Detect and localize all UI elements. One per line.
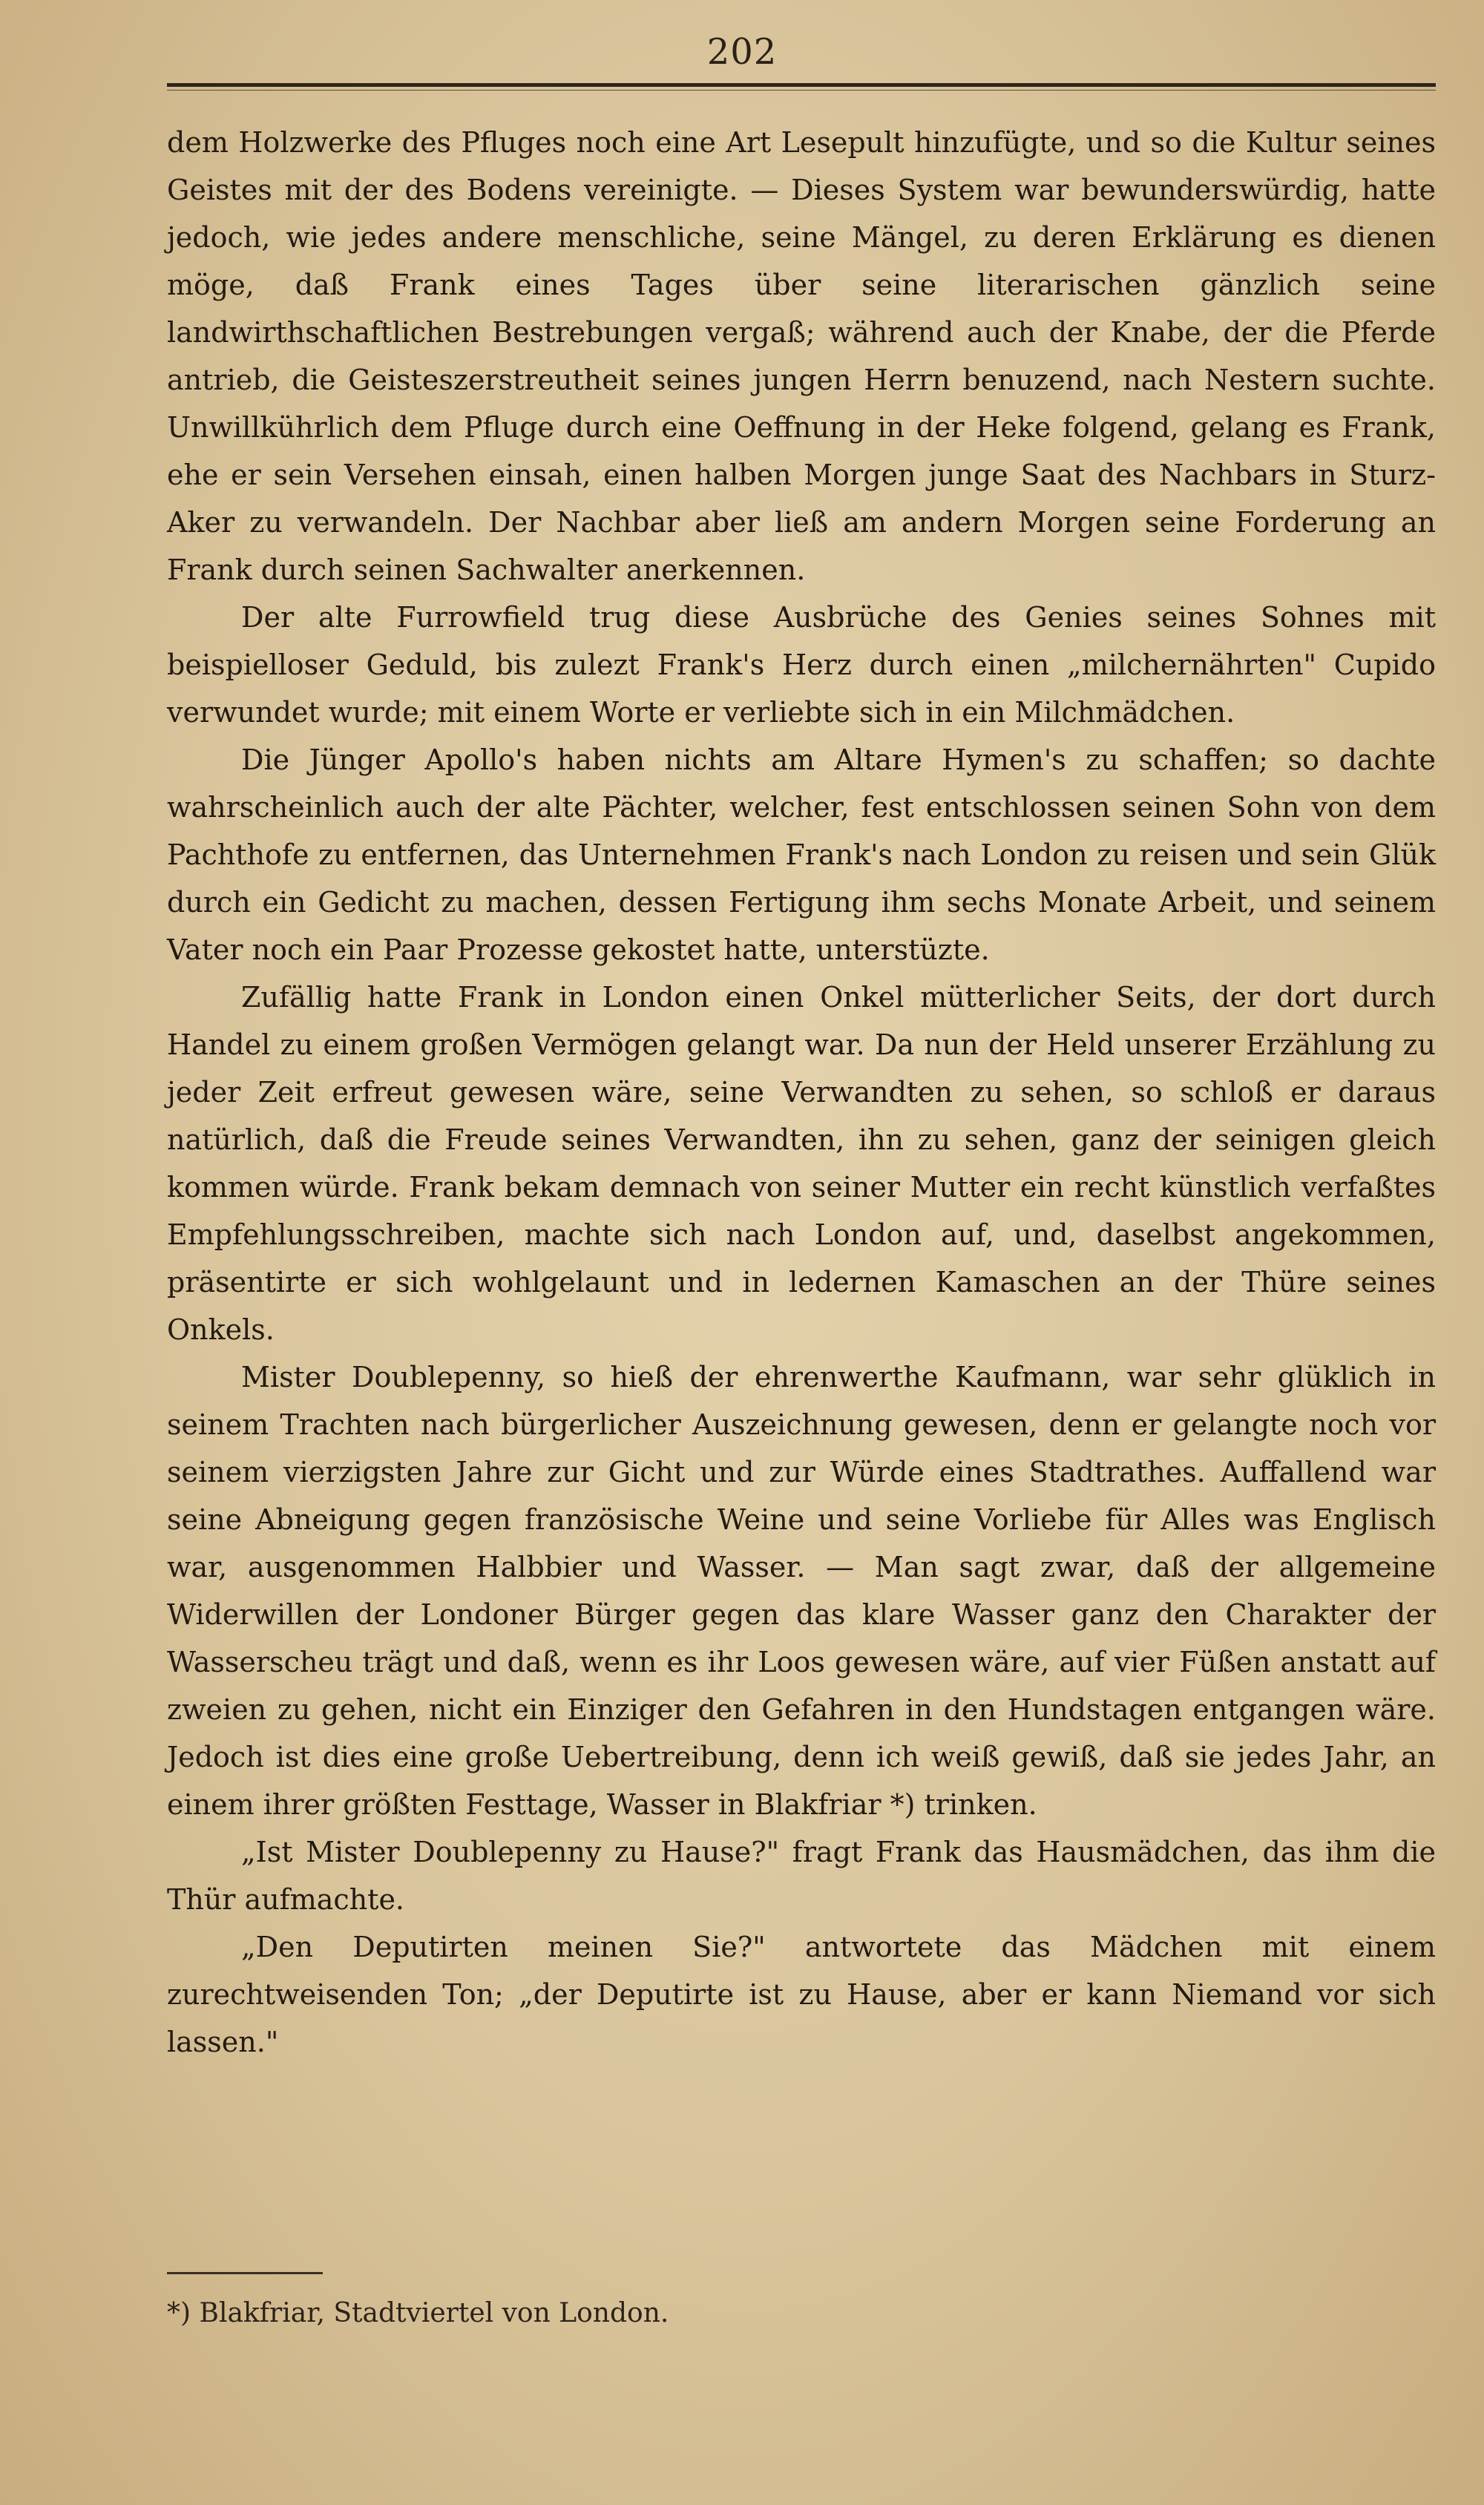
header-rule [167,83,1436,87]
paragraph-5: Mister Doublepenny, so hieß der ehrenwerthe Kaufmann, war sehr glüklich in seinem Trachten nach bürgerlicher Auszeichnung gewesen, denn er gelangte noch vor seinem vierzigsten Jahre zur Gicht und zur Würde eines Stadtrathes. Auffallend war seine Abneigung gegen französische Weine und seine Vorliebe für Alles was Englisch war, ausgenommen Halbbier und Wasser. — Man sagt zwar, daß der allgemeine Widerwillen der Londoner Bürger gegen das klare Wasser ganz den Charakter der Wasserscheu trägt und daß, wenn es ihr Loos gewesen wäre, auf vier Füßen anstatt auf zweien zu gehen, nicht ein Einziger den Gefahren in den Hundstagen entgangen wäre. Jedoch ist dies eine große Uebertreibung, denn ich weiß gewiß, daß sie jedes Jahr, an einem ihrer größten Festtage, Wasser in Blakfriar *) trinken. [167,1361,1436,1821]
footnote-rule [167,2272,323,2274]
page-number: 202 [706,31,778,73]
paragraph-2: Der alte Furrowfield trug diese Ausbrüche des Genies seines Sohnes mit beispielloser Geduld, bis zulezt Frank's Herz durch einen „milchernährten" Cupido verwundet wurde; mit einem Worte er verliebte sich in ein Milchmädchen. [167,601,1436,729]
paragraph-3: Die Jünger Apollo's haben nichts am Altare Hymen's zu schaffen; so dachte wahrscheinlich auch der alte Pächter, welcher, fest entschlossen seinen Sohn von dem Pachthofe zu entfernen, das Unternehmen Frank's nach London zu reisen und sein Glük durch ein Gedicht zu machen, dessen Fertigung ihm sechs Monate Arbeit, und seinem Vater noch ein Paar Prozesse gekostet hatte, unterstüzte. [167,743,1436,966]
paragraph-6: „Ist Mister Doublepenny zu Hause?" fragt Frank das Hausmädchen, das ihm die Thür aufmachte. [167,1836,1436,1916]
footnote: *) Blakfriar, Stadtviertel von London. [167,2298,669,2328]
header-rule-thin [167,90,1436,91]
paragraph-7: „Den Deputirten meinen Sie?" antwortete das Mädchen mit einem zurechtweisenden Ton; „der Deputirte ist zu Hause, aber er kann Niemand vor sich lassen." [167,1931,1436,2058]
body-text [167,119,1436,2066]
paragraph-4: Zufällig hatte Frank in London einen Onkel mütterlicher Seits, der dort durch Handel zu einem großen Vermögen gelangt war. Da nun der Held unserer Erzählung zu jeder Zeit erfreut gewesen wäre, seine Verwandten zu sehen, so schloß er daraus natürlich, daß die Freude seines Verwandten, ihn zu sehen, ganz der seinigen gleich kommen würde. Frank bekam demnach von seiner Mutter ein recht künstlich verfaßtes Empfehlungsschreiben, machte sich nach London auf, und, daselbst angekommen, präsentirte er sich wohlgelaunt und in ledernen Kamaschen an der Thüre seines Onkels. [167,981,1436,1346]
paragraph-1: dem Holzwerke des Pfluges noch eine Art Lesepult hinzufügte, und so die Kultur seines Geistes mit der des Bodens vereinigte. — Dieses System war bewunderswürdig, hatte jedoch, wie jedes andere menschliche, seine Mängel, zu deren Erklärung es dienen möge, daß Frank eines Tages über seine literarischen gänzlich seine landwirthschaftlichen Bestrebungen vergaß; während auch der Knabe, der die Pferde antrieb, die Geisteszerstreutheit seines jungen Herrn benuzend, nach Nestern suchte. Unwillkührlich dem Pfluge durch eine Oeffnung in der Heke folgend, gelang es Frank, ehe er sein Versehen einsah, einen halben Morgen junge Saat des Nachbars in Sturz-Aker zu verwandeln. Der Nachbar aber ließ am andern Morgen seine Forderung an Frank durch seinen Sachwalter anerkennen. [167,126,1436,586]
